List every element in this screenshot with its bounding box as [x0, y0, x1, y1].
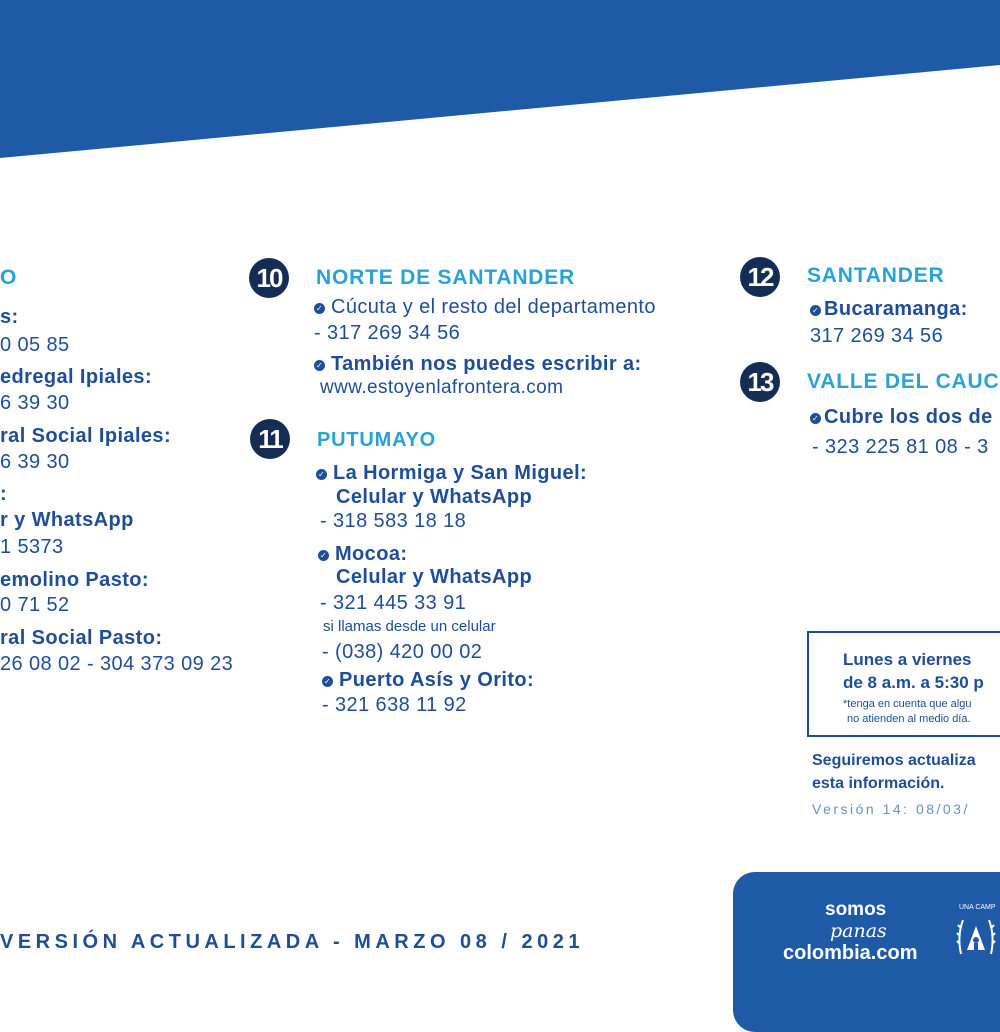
section-number-badge: 12: [740, 257, 780, 297]
check-icon: ✓: [315, 361, 324, 370]
item-label: Cúcuta y el resto del departamento: [331, 296, 656, 318]
left-line: emolino Pasto:: [0, 569, 149, 591]
section-number-badge: 11: [250, 419, 290, 459]
left-line: 26 08 02 - 304 373 09 23: [0, 653, 234, 675]
list-item: [316, 462, 587, 485]
section-number-badge: 10: [249, 258, 289, 298]
left-line: 0 71 52: [0, 594, 70, 616]
item-label: Cubre los dos de: [824, 406, 993, 428]
phone-number: - 323 225 81 08 - 3: [812, 436, 989, 458]
brand-line: panas: [830, 920, 887, 942]
update-notice: esta información.: [812, 775, 945, 792]
update-notice: Seguiremos actualiza: [812, 752, 976, 769]
hours-box: [807, 631, 1000, 737]
note-text: si llamas desde un celular: [323, 618, 496, 635]
left-line: :: [0, 483, 8, 505]
list-item: [318, 543, 407, 566]
brand-line: colombia.com: [783, 942, 918, 964]
left-line: 6 39 30: [0, 392, 70, 414]
top-banner: [0, 0, 1000, 160]
left-line: edregal Ipiales:: [0, 366, 153, 388]
brand-line: somos: [825, 899, 887, 920]
left-line: 6 39 30: [0, 451, 70, 473]
item-label: Bucaramanga:: [824, 298, 968, 320]
phone-number: - 321 445 33 91: [320, 592, 467, 614]
item-label: La Hormiga y San Miguel:: [333, 462, 588, 484]
list-item: [810, 406, 993, 429]
unhcr-logo-icon: [955, 914, 997, 958]
check-icon: ✓: [317, 470, 326, 479]
left-line: ral Social Pasto:: [0, 627, 163, 649]
list-item: [322, 669, 534, 692]
phone-number: - 318 583 18 18: [320, 510, 467, 532]
section-number-badge: 13: [740, 362, 780, 402]
left-line: ral Social Ipiales:: [0, 425, 172, 447]
check-icon: ✓: [319, 551, 328, 560]
left-line: 0 05 85: [0, 334, 70, 356]
phone-number: - 317 269 34 56: [314, 322, 461, 344]
brand-box: [733, 872, 1000, 1032]
check-icon: ✓: [811, 414, 820, 423]
hours-days: Lunes a viernes: [843, 650, 972, 669]
check-icon: ✓: [323, 677, 332, 686]
item-label: También nos puedes escribir a:: [331, 353, 642, 375]
list-item: [314, 296, 656, 319]
item-label: Mocoa:: [335, 543, 408, 565]
section-title: SANTANDER: [807, 264, 945, 287]
list-item: [810, 298, 968, 321]
item-sublabel: Celular y WhatsApp: [336, 566, 533, 588]
hours-note: no atienden al medio día.: [847, 713, 971, 725]
left-line: 1 5373: [0, 536, 64, 558]
item-label: Puerto Asís y Orito:: [339, 669, 535, 691]
phone-number: 317 269 34 56: [810, 325, 944, 347]
left-section-heading: O: [0, 266, 18, 289]
section-title: VALLE DEL CAUC: [807, 370, 1000, 393]
left-line: r y WhatsApp: [0, 509, 134, 531]
section-title: NORTE DE SANTANDER: [316, 266, 576, 289]
website-link[interactable]: www.estoyenlafrontera.com: [320, 377, 564, 398]
check-icon: ✓: [811, 306, 820, 315]
hours-time: de 8 a.m. a 5:30 p: [843, 673, 984, 692]
check-icon: ✓: [315, 304, 324, 313]
version-label: Versión 14: 08/03/: [812, 801, 970, 817]
phone-number: - 321 638 11 92: [322, 694, 467, 716]
phone-number: - (038) 420 00 02: [322, 641, 483, 663]
item-sublabel: Celular y WhatsApp: [336, 486, 533, 508]
left-line: s:: [0, 306, 19, 328]
hours-note: *tenga en cuenta que algu: [843, 698, 972, 710]
partner-label: UNA CAMP: [959, 904, 996, 911]
footer-version-text: VERSIÓN ACTUALIZADA - MARZO 08 / 2021: [0, 931, 584, 953]
list-item: [314, 353, 642, 376]
section-title: PUTUMAYO: [317, 429, 437, 451]
